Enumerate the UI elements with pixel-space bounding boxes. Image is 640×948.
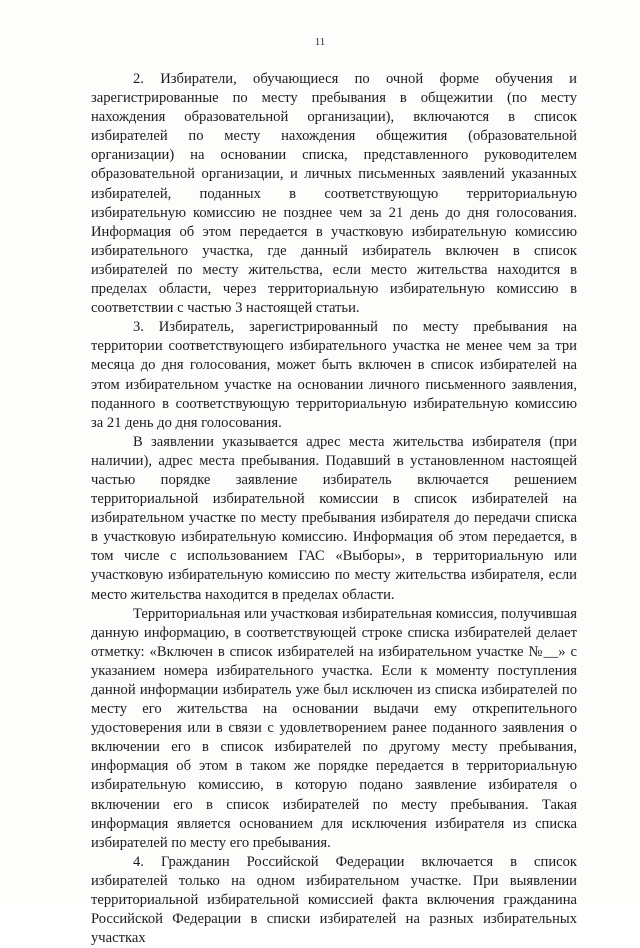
paragraph-part-2: 2. Избиратели, обучающиеся по очной форме обучения и зарегистрированные по месту пребывания в общежитии (по месту нахождения образовательной организации), включаются в список избирателей по месту нахождения общежития (образовательной организации) на основании списка, представленного руководителем образовательной организации, и личных письменных заявлений указанных избирателей, поданных в соответствующую территориальную избирательную комиссию не позднее чем за 21 день до дня голосования. Информация об этом передается в участковую избирательную комиссию избирательного участка, где данный избиратель включен в список избирателей по месту жительства, если место жительства находится в пределах области, через территориальную избирательную комиссию в соответствии с частью 3 настоящей статьи.	[91, 71, 577, 317]
page-number: 11	[314, 36, 326, 48]
paragraph-part-3: 3. Избиратель, зарегистрированный по месту пребывания на территории соответствующего избирательного участка не менее чем за три месяца до дня голосования, может быть включен в список избирателей на этом избирательном участке на основании личного письменного заявления, поданного в соответствующую территориальную избирательную комиссию за 21 день до дня голосования.	[91, 319, 577, 431]
paragraph-commission-notice: Территориальная или участковая избирательная комиссия, получившая данную информацию, в соответствующей строке списка избирателей делает отметку: «Включен в список избирателей на избирательном участке №__» с указанием номера избирательного участка. Если к моменту поступления данной информации избиратель уже был исключен из списка избирателей по месту его жительства на основании выдачи ему открепительного удостоверения или в связи с удовлетворением ранее поданного заявления о включении его в список избирателей по другому месту пребывания, информация об этом в таком же порядке передается в территориальную избирательную комиссию, в которую подано заявление избирателя о включении его в список избирателей по месту пребывания. Такая информация является основанием для исключения избирателя из списка избирателей по месту его пребывания.	[91, 605, 577, 851]
document-body	[91, 70, 577, 948]
paragraph-part-4: 4. Гражданин Российской Федерации включается в список избирателей только на одном избирательном участке. При выявлении территориальной избирательной комиссией факта включения гражданина Российской Федерации в списки избирателей на разных избирательных участках	[91, 853, 577, 947]
paragraph-application-details: В заявлении указывается адрес места жительства избирателя (при наличии), адрес места пребывания. Подавший в установленном настоящей частью порядке заявление избиратель включается решением территориальной избирательной комиссии в список избирателей на избирательном участке по месту пребывания избирателя до передачи списка в участковую избирательную комиссию. Информация об этом передается, в том числе с использованием ГАС «Выборы», в территориальную или участковую избирательную комиссию по месту жительства избирателя, если место жительства находится в пределах области.	[91, 433, 577, 603]
